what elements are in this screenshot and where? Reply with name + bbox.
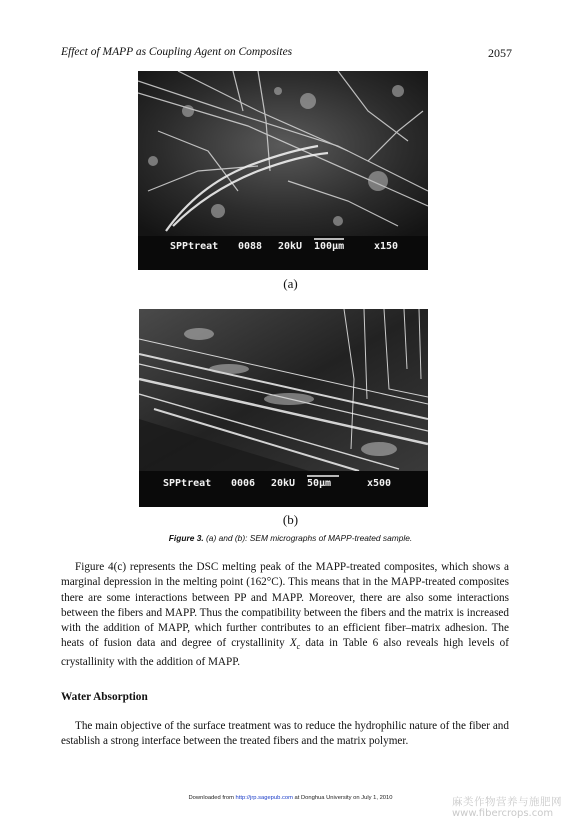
panel-label-a: (a) [283,276,298,291]
databar-scale: 100µm [314,241,345,252]
watermark-chinese: 麻类作物营养与施肥网 [452,796,562,808]
databar-voltage: 20kU [271,478,296,489]
figure-caption [0,533,581,543]
paragraph-text: data in Table 6 also reveals high levels of crystallinity with the addition of MAPP. [61,637,509,669]
section-heading: Water Absorption [61,691,148,703]
sem-micrograph-a [138,71,428,270]
databar-number: 0088 [238,241,263,252]
watermark [452,796,578,820]
running-title: Effect of MAPP as Coupling Agent on Composites [61,46,293,58]
symbol-x: X [289,637,297,650]
footer-suffix: at Donghua University on July 1, 2010 [292,795,393,801]
databar-magnification: x500 [367,478,392,489]
footer-link[interactable]: http://jrp.sagepub.com [235,795,293,801]
watermark-url: www.fibercrops.com [452,808,554,819]
sem-micrograph-b [139,309,428,507]
figure-caption-text: (a) and (b): SEM micrographs of MAPP-treated sample. [203,533,413,543]
panel-label-b: (b) [282,512,299,527]
databar-voltage: 20kU [278,241,303,252]
databar-scale: 50µm [307,478,332,489]
databar-number: 0006 [231,478,256,489]
running-header [61,46,512,62]
databar-magnification: x150 [374,241,399,252]
databar-label: SPPtreat [163,478,212,489]
symbol-subscript: c [296,642,301,652]
footer-prefix: Downloaded from [188,795,236,801]
paragraph-text: The main objective of the surface treatment was to reduce the hydrophilic nature of the fiber and establish a strong interface between the treated fibers and the matrix polymer. [61,720,509,748]
paragraph-dsc [61,560,509,670]
figure-label: Figure 3. [168,533,204,543]
paragraph-text: Figure 4(c) represents the DSC melting peak of the MAPP-treated composites, which shows a marginal depression in the melting point (162°C). This means that in the MAPP-treated composites there are some interactions between PP and MAPP. Moreover, there are also some interactions between the fibers and MAPP. Thus the compatibility between the fibers and the matrix is increased with the addition of MAPP, which further contributes to an efficient fiber–matrix adhesion. The heats of fusion data and degree of crystallinity [61,561,509,650]
page-number: 2057 [488,46,512,60]
paragraph-water [61,719,509,750]
databar-label: SPPtreat [170,241,219,252]
